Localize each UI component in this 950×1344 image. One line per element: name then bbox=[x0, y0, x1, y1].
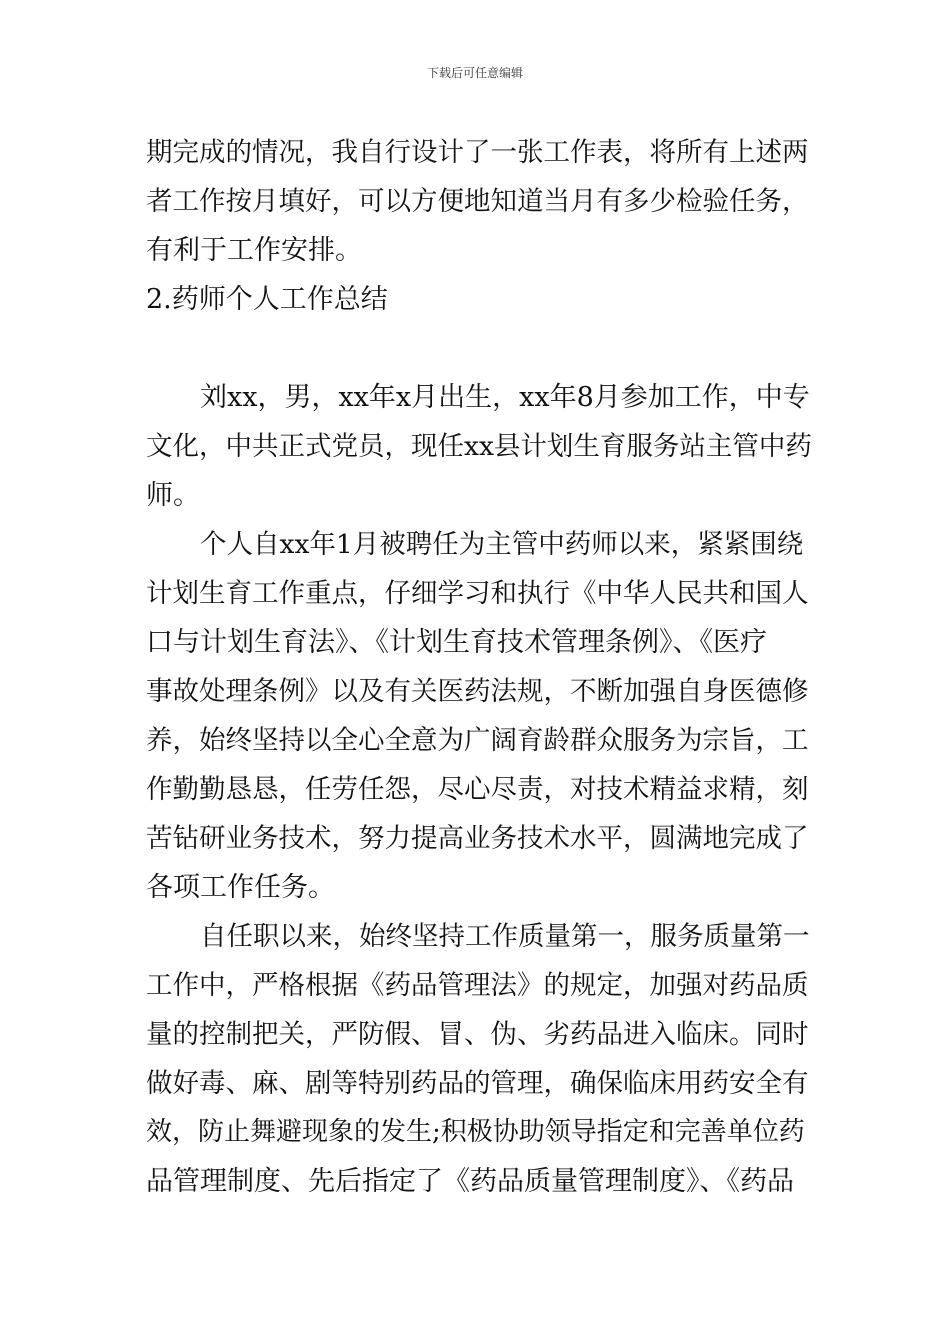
text-line: 工作中，严格根据《药品管理法》的规定，加强对药品质 bbox=[146, 970, 809, 1001]
text-line: 者工作按月填好，可以方便地知道当月有多少检验任务， bbox=[146, 186, 809, 217]
text-line: 苦钻研业务技术，努力提高业务技术水平，圆满地完成了 bbox=[146, 823, 809, 854]
text-line: 事故处理条例》以及有关医药法规，不断加强自身医德修 bbox=[146, 676, 809, 707]
text-line: 作勤勤恳恳，任劳任怨，尽心尽责，对技术精益求精，刻 bbox=[146, 774, 809, 805]
text-line: 量的控制把关，严防假、冒、伪、劣药品进入临床。同时 bbox=[146, 1019, 809, 1050]
text-line: 刘xx，男，xx年x月出生，xx年8月参加工作，中专 bbox=[200, 382, 810, 413]
text-line: 期完成的情况，我自行设计了一张工作表，将所有上述两 bbox=[146, 137, 809, 168]
text-line: 有利于工作安排。 bbox=[146, 235, 362, 266]
page-header-note: 下载后可任意编辑 bbox=[426, 66, 523, 80]
text-line: 计划生育工作重点，仔细学习和执行《中华人民共和国人 bbox=[146, 578, 809, 609]
text-line: 口与计划生育法》、《计划生育技术管理条例》、《医疗 bbox=[146, 627, 767, 658]
text-line: 师。 bbox=[146, 480, 200, 511]
text-line: 个人自xx年1月被聘任为主管中药师以来，紧紧围绕 bbox=[200, 529, 804, 560]
blank-line bbox=[146, 324, 812, 373]
text-line: 做好毒、麻、剧等特别药品的管理，确保临床用药安全有 bbox=[146, 1068, 809, 1099]
text-line: 效，防止舞避现象的发生;积极协助领导指定和完善单位药 bbox=[146, 1117, 805, 1147]
text-line: 养，始终坚持以全心全意为广阔育龄群众服务为宗旨，工 bbox=[146, 725, 809, 756]
text-line: 自任职以来，始终坚持工作质量第一，服务质量第一 bbox=[200, 921, 810, 952]
document-body bbox=[146, 128, 812, 1206]
text-line: 品管理制度、先后指定了《药品质量管理制度》、《药品 bbox=[146, 1166, 794, 1197]
text-line: 文化，中共正式党员，现任xx县计划生育服务站主管中药 bbox=[146, 431, 812, 462]
text-line: 各项工作任务。 bbox=[146, 872, 335, 903]
section-heading: 2.药师个人工作总结 bbox=[146, 284, 388, 315]
